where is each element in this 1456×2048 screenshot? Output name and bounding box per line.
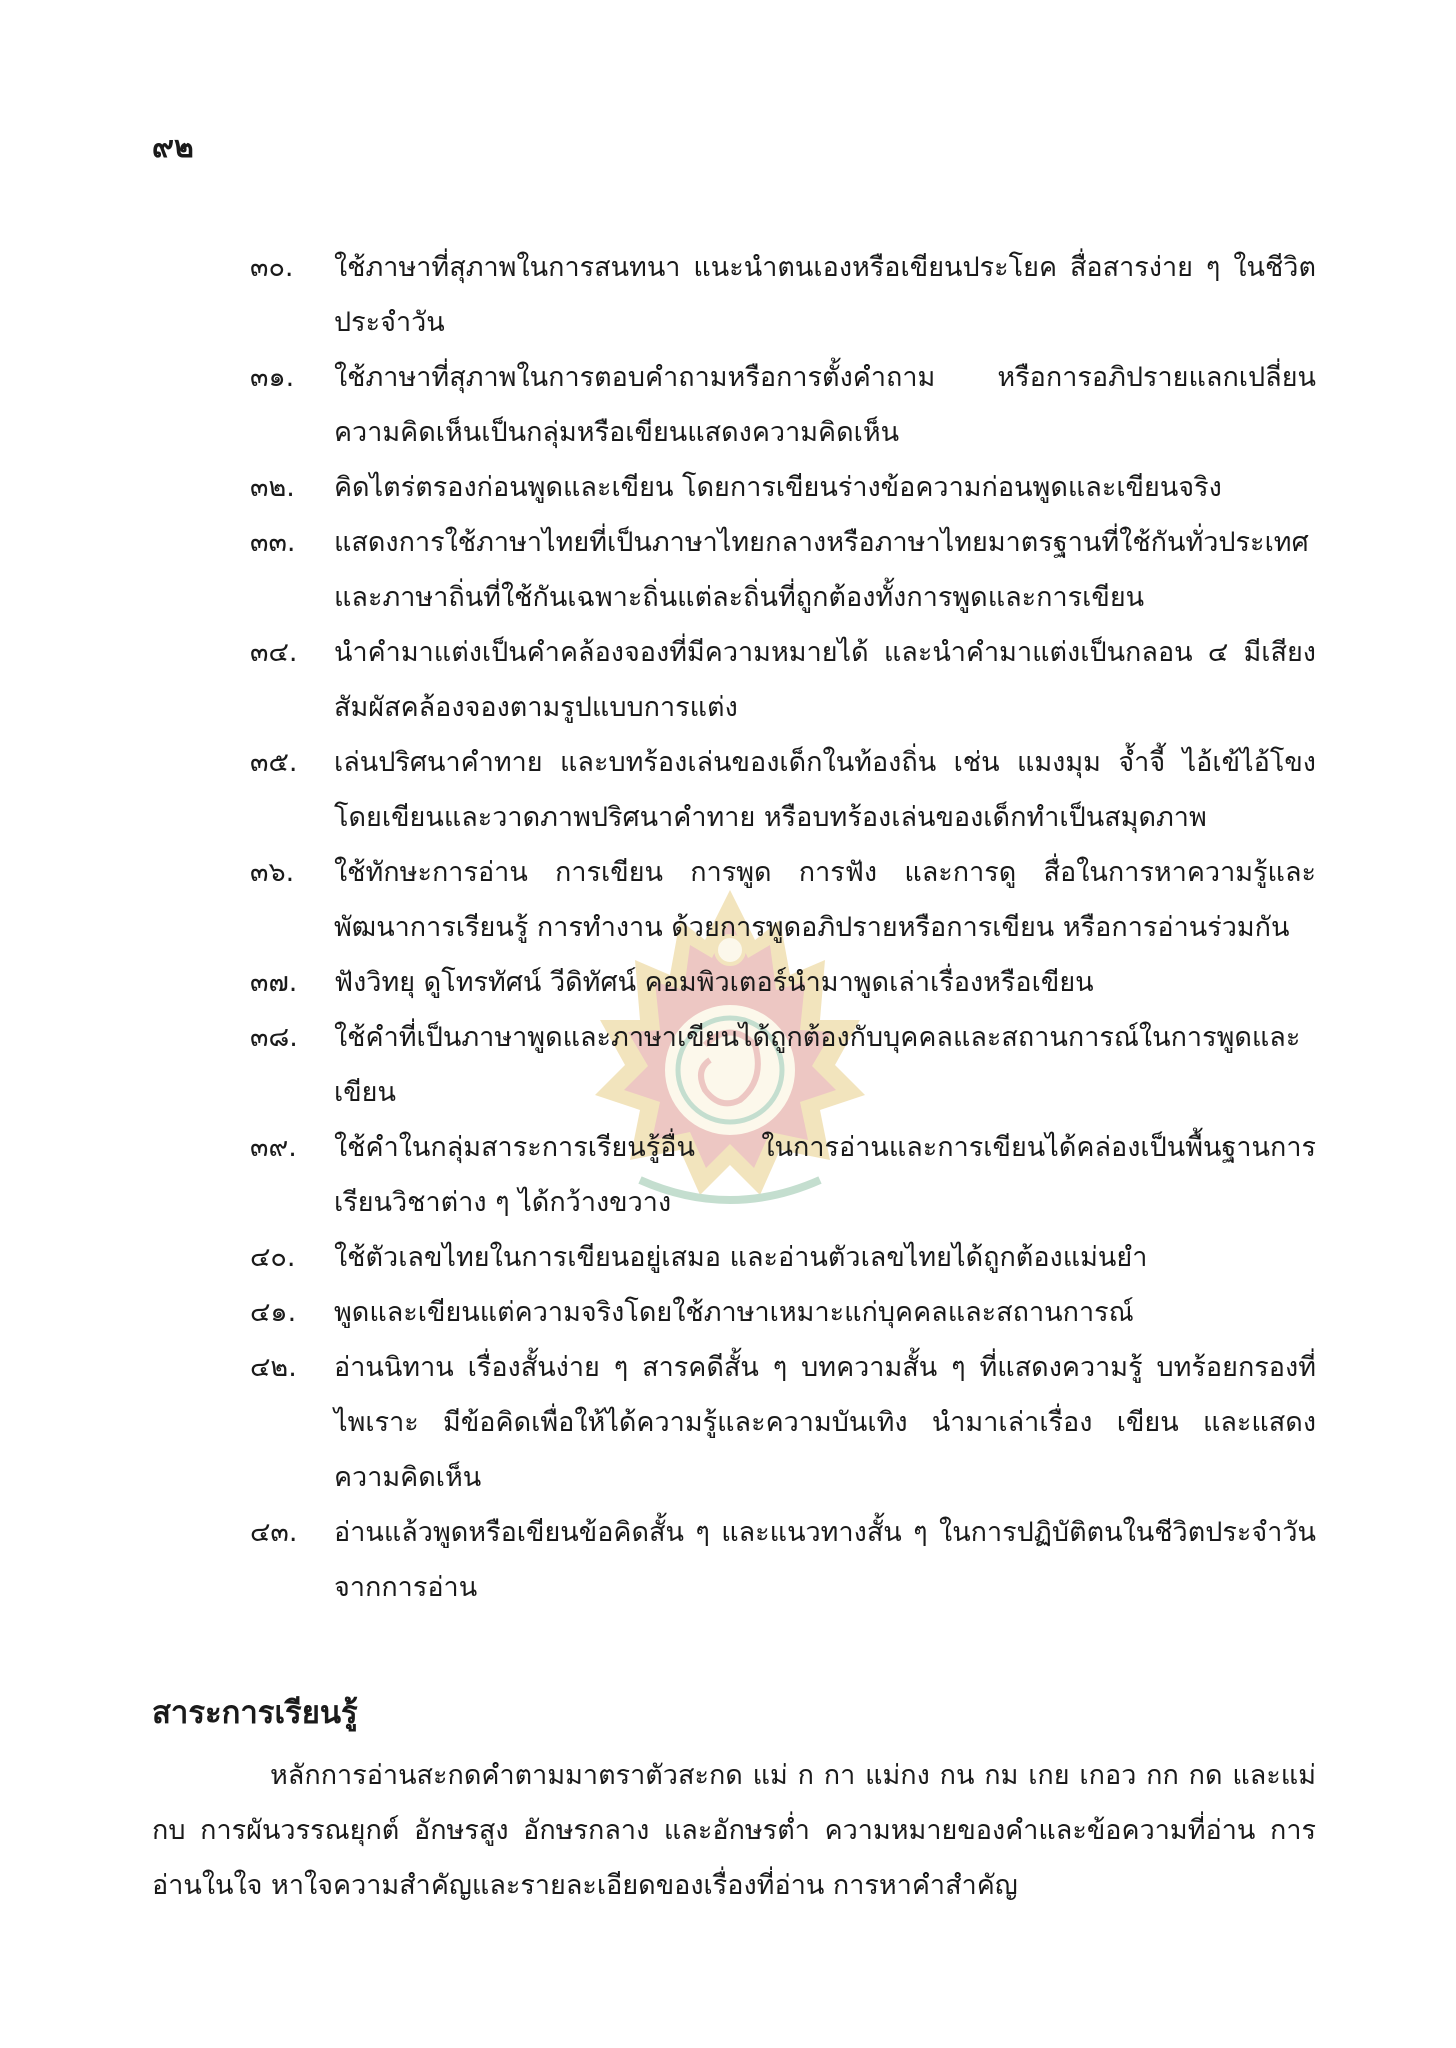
- list-item: [250, 1340, 1316, 1505]
- list-item-number: ๔๒.: [250, 1352, 297, 1383]
- list-item-number: ๔๐.: [250, 1242, 296, 1273]
- list-item: [250, 955, 1316, 1010]
- list-item-text: เล่นปริศนาคำทาย และบทร้องเล่นของเด็กในท้องถิ่น เช่น แมงมุม จ้ำจี้ ไอ้เข้ไอ้โขง โดยเขียนและวาดภาพปริศนาคำทาย หรือบทร้องเล่นของเด็กทำเป็นสมุดภาพ: [334, 747, 1316, 833]
- list-item: [250, 350, 1316, 460]
- list-item-text: อ่านนิทาน เรื่องสั้นง่าย ๆ สารคดีสั้น ๆ บทความสั้น ๆ ที่แสดงความรู้ บทร้อยกรองที่ไพเราะ มีข้อคิดเพื่อให้ได้ความรู้และความบันเทิง นำมาเล่าเรื่อง เขียน และแสดงความคิดเห็น: [334, 1352, 1316, 1493]
- list-item: [250, 625, 1316, 735]
- list-item-text: ใช้ตัวเลขไทยในการเขียนอยู่เสมอ และอ่านตัวเลขไทยได้ถูกต้องแม่นยำ: [334, 1242, 1148, 1273]
- list-item-number: ๓๒.: [250, 472, 295, 503]
- list-item-number: ๔๑.: [250, 1297, 297, 1328]
- list-item-text: อ่านแล้วพูดหรือเขียนข้อคิดสั้น ๆ และแนวทางสั้น ๆ ในการปฏิบัติตนในชีวิตประจำวันจากการอ่าน: [334, 1517, 1316, 1603]
- list-item: [250, 1505, 1316, 1615]
- list-item: [250, 460, 1316, 515]
- list-item: [250, 1285, 1316, 1340]
- list-item-number: ๔๓.: [250, 1517, 298, 1548]
- list-item: [250, 735, 1316, 845]
- page-number: ๙๒: [152, 130, 194, 165]
- list-item-text: ฟังวิทยุ ดูโทรทัศน์ วีดิทัศน์ คอมพิวเตอร์นำมาพูดเล่าเรื่องหรือเขียน: [334, 967, 1094, 998]
- list-item-text: ใช้ทักษะการอ่าน การเขียน การพูด การฟัง และการดู สื่อในการหาความรู้และพัฒนาการเรียนรู้ การทำงาน ด้วยการพูดอภิปรายหรือการเขียน หรือการอ่านร่วมกัน: [334, 857, 1316, 943]
- list-item-text: ใช้ภาษาที่สุภาพในการสนทนา แนะนำตนเองหรือเขียนประโยค สื่อสารง่าย ๆ ในชีวิตประจำวัน: [334, 252, 1316, 338]
- list-item-number: ๓๙.: [250, 1132, 297, 1163]
- list-item-text: คิดไตร่ตรองก่อนพูดและเขียน โดยการเขียนร่างข้อความก่อนพูดและเขียนจริง: [334, 472, 1222, 503]
- section-title: สาระการเรียนรู้: [152, 1695, 358, 1731]
- list-item-text: ใช้คำในกลุ่มสาระการเรียนรู้อื่น ในการอ่านและการเขียนได้คล่องเป็นพื้นฐานการเรียนวิชาต่าง ๆ ได้กว้างขวาง: [334, 1132, 1316, 1218]
- objectives-list: [250, 240, 1316, 1615]
- list-item-number: ๓๖.: [250, 857, 295, 888]
- list-item: [250, 1230, 1316, 1285]
- list-item-text: แสดงการใช้ภาษาไทยที่เป็นภาษาไทยกลางหรือภาษาไทยมาตรฐานที่ใช้กันทั่วประเทศและภาษาถิ่นที่ใช้กันเฉพาะถิ่นแต่ละถิ่นที่ถูกต้องทั้งการพูดและการเขียน: [334, 527, 1309, 613]
- list-item: [250, 515, 1316, 625]
- list-item-number: ๓๐.: [250, 252, 294, 283]
- list-item-number: ๓๘.: [250, 1022, 298, 1053]
- list-item-text: ใช้คำที่เป็นภาษาพูดและภาษาเขียนได้ถูกต้องกับบุคคลและสถานการณ์ในการพูดและเขียน: [334, 1022, 1301, 1108]
- list-item: [250, 1010, 1316, 1120]
- list-item: [250, 1120, 1316, 1230]
- list-item-number: ๓๑.: [250, 362, 295, 393]
- list-item-text: นำคำมาแต่งเป็นคำคล้องจองที่มีความหมายได้ และนำคำมาแต่งเป็นกลอน ๔ มีเสียงสัมผัสคล้องจองตามรูปแบบการแต่ง: [334, 637, 1316, 723]
- list-item: [250, 240, 1316, 350]
- list-item-number: ๓๔.: [250, 637, 298, 668]
- list-item: [250, 845, 1316, 955]
- list-item-number: ๓๕.: [250, 747, 298, 778]
- list-item-number: ๓๓.: [250, 527, 296, 558]
- list-item-text: พูดและเขียนแต่ความจริงโดยใช้ภาษาเหมาะแก่บุคคลและสถานการณ์: [334, 1297, 1134, 1328]
- section-body: หลักการอ่านสะกดคำตามมาตราตัวสะกด แม่ ก กา แม่กง กน กม เกย เกอว กก กด และแม่กบ การผันวรรณยุกต์ อักษรสูง อักษรกลาง และอักษรต่ำ ความหมายของคำและข้อความที่อ่าน การอ่านในใจ หาใจความสำคัญและรายละเอียดของเรื่องที่อ่าน การหาคำสำคัญ: [152, 1760, 1316, 1901]
- list-item-text: ใช้ภาษาที่สุภาพในการตอบคำถามหรือการตั้งคำถาม หรือการอภิปรายแลกเปลี่ยนความคิดเห็นเป็นกลุ่มหรือเขียนแสดงความคิดเห็น: [334, 362, 1316, 448]
- list-item-number: ๓๗.: [250, 967, 298, 998]
